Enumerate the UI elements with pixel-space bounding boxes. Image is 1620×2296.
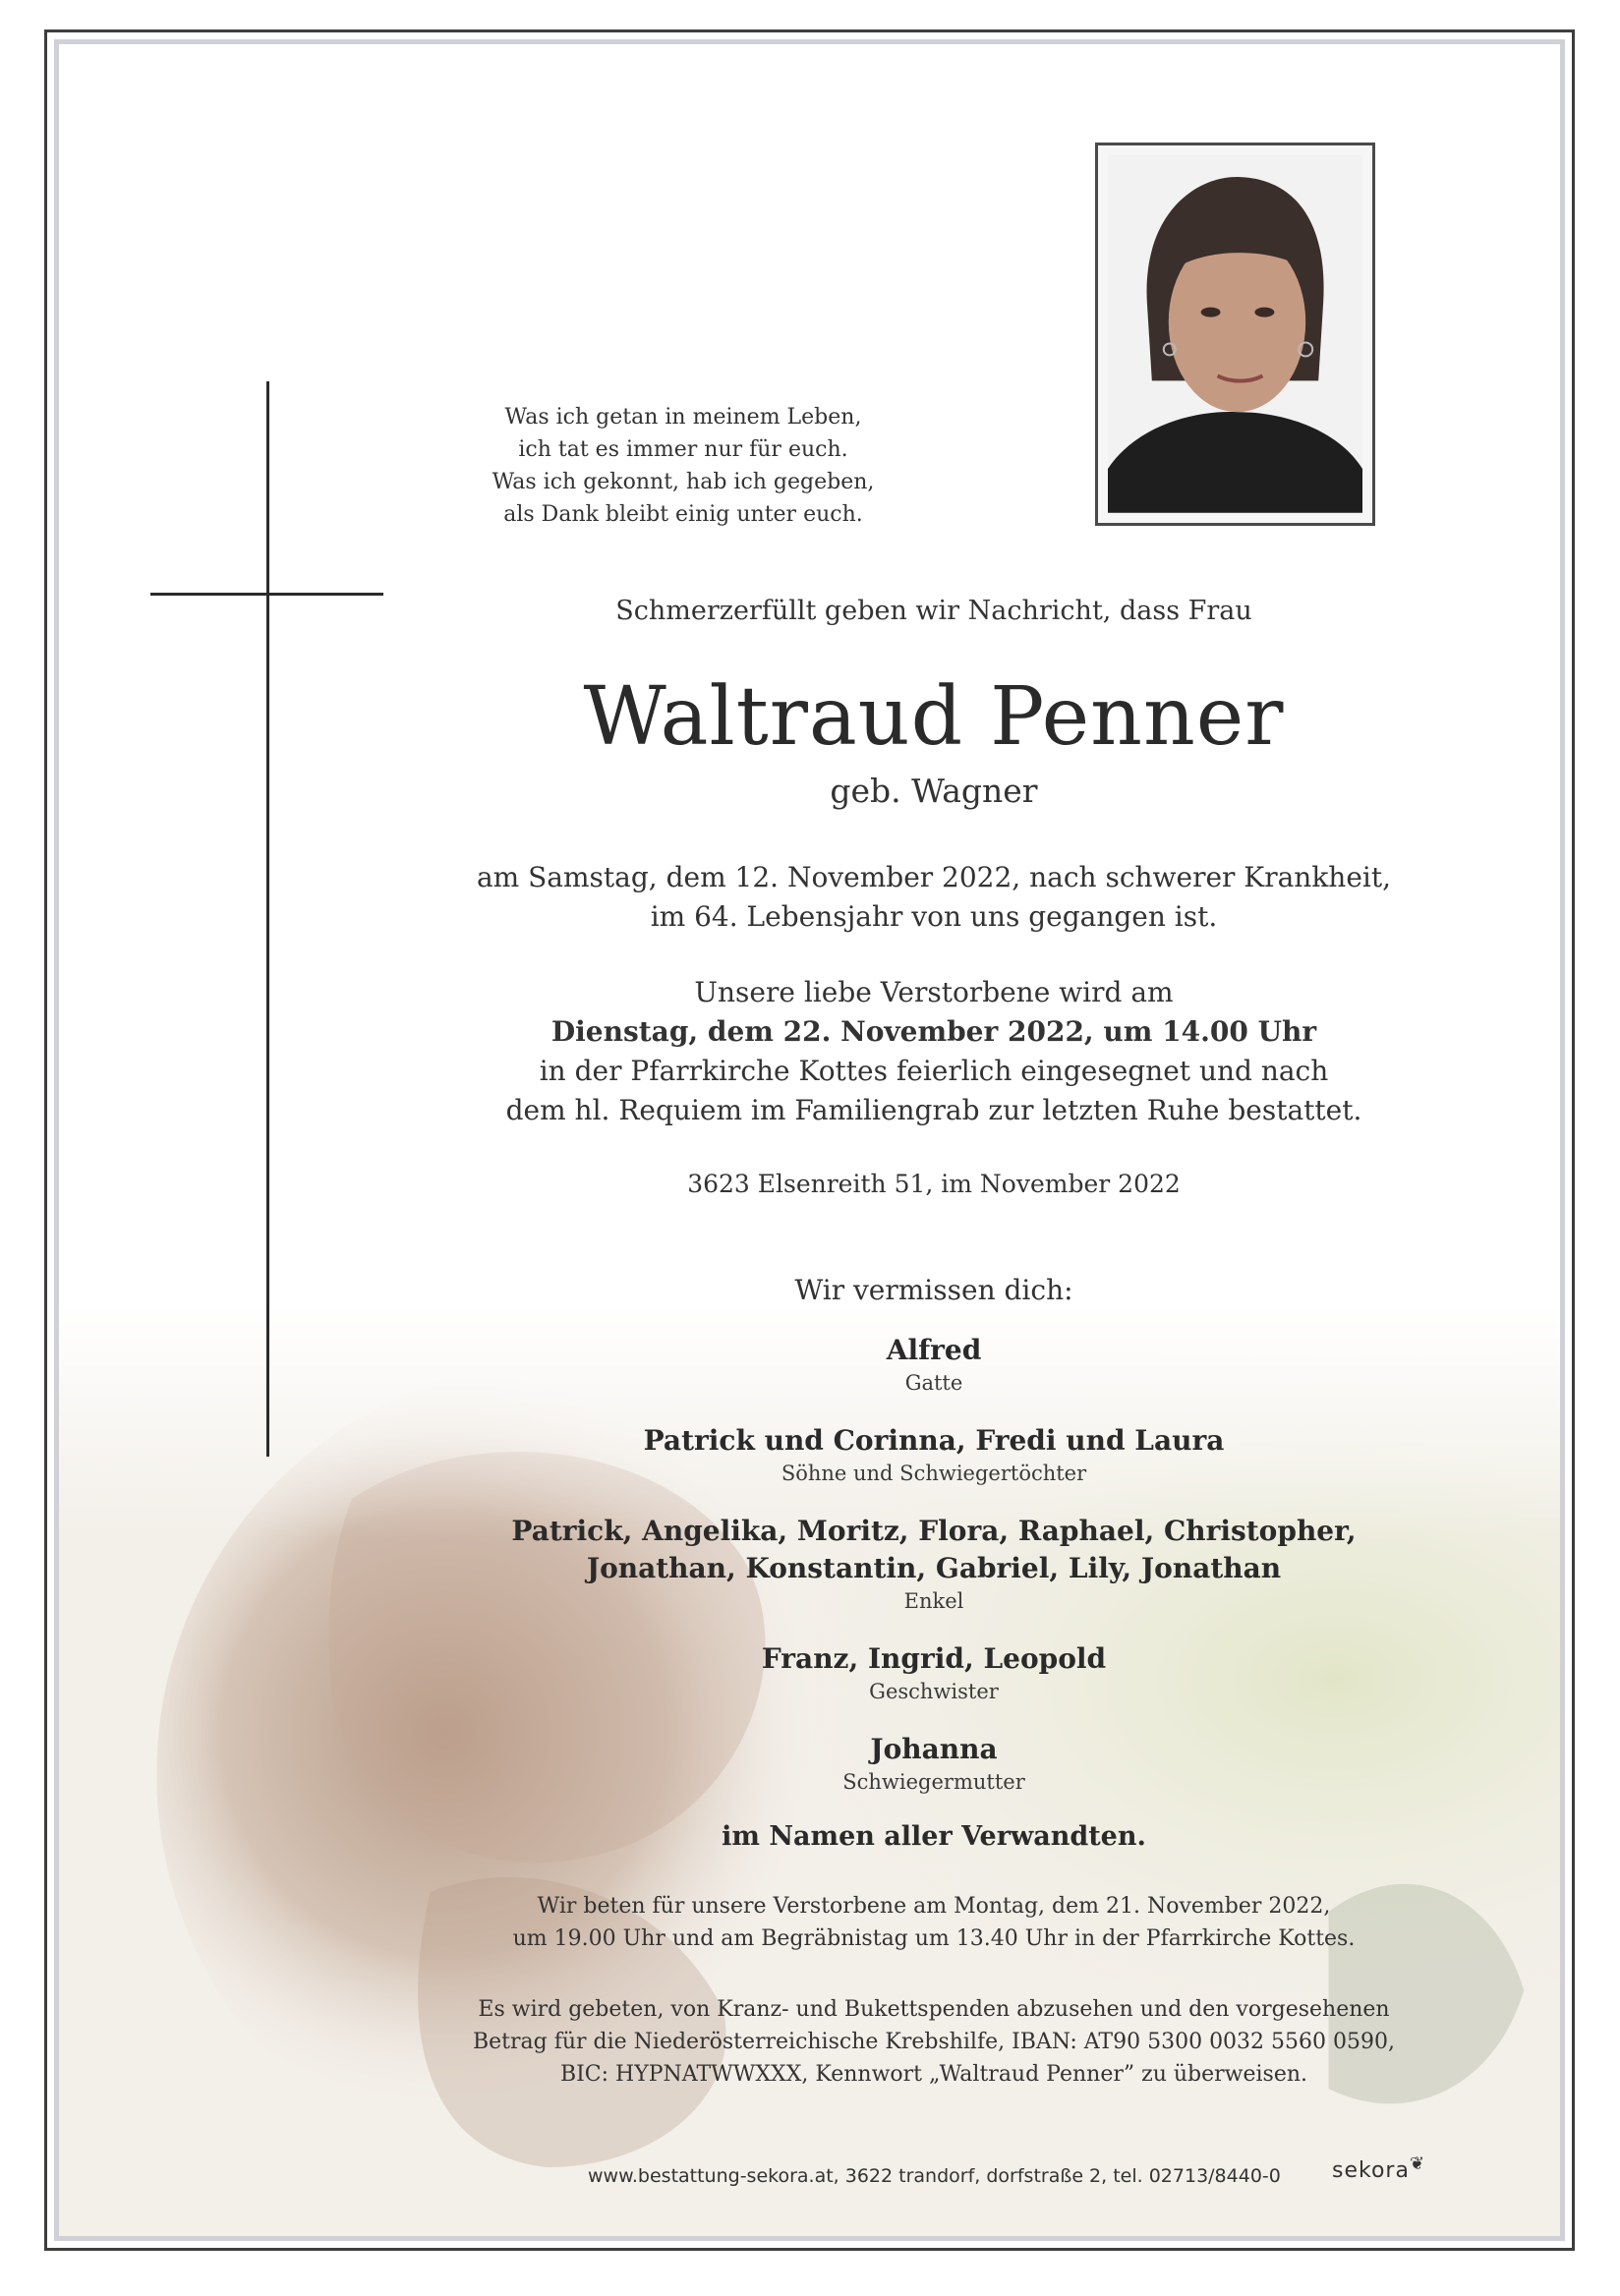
place-date: 3623 Elsenreith 51, im November 2022	[687, 1170, 1181, 1198]
deceased-name: Waltraud Penner	[583, 670, 1285, 764]
leaf-icon: ❦	[1409, 2153, 1426, 2174]
intro-text: Schmerzerfüllt geben wir Nachricht, dass Frau	[615, 596, 1252, 626]
mourner-group	[393, 1513, 1475, 1615]
funeral-date: Dienstag, dem 22. November 2022, um 14.00 Uhr	[550, 1015, 1317, 1048]
death-notice	[393, 858, 1475, 937]
donation-note-line: BIC: HYPNATWWXXX, Kennwort „Waltraud Penner” zu überweisen.	[559, 2062, 1308, 2087]
donation-note-line: Betrag für die Niederösterreichische Krebshilfe, IBAN: AT90 5300 0032 5560 0590,	[472, 2030, 1396, 2054]
poem-line: als Dank bleibt einig unter euch.	[503, 502, 863, 527]
death-notice-line: im 64. Lebensjahr von uns gegangen ist.	[650, 900, 1218, 933]
mourner-names: Patrick, Angelika, Moritz, Flora, Raphael, Christopher,	[511, 1515, 1357, 1547]
mourner-names: Franz, Ingrid, Leopold	[761, 1642, 1107, 1675]
prayer-note-line: um 19.00 Uhr und am Begräbnistag um 13.40 Uhr in der Pfarrkirche Kottes.	[512, 1926, 1356, 1951]
donation-note-line: Es wird gebeten, von Kranz- und Bukettspenden abzusehen und den vorgesehenen	[478, 1997, 1390, 2022]
cross-vertical-bar	[266, 381, 269, 1457]
poem-line: Was ich getan in meinem Leben,	[504, 405, 862, 430]
mourner-relation: Gatte	[904, 1371, 963, 1395]
mourner-relation: Geschwister	[869, 1680, 999, 1703]
funeral-line: in der Pfarrkirche Kottes feierlich eingesegnet und nach	[539, 1055, 1329, 1087]
prayer-note	[393, 1890, 1475, 1955]
mourners-list	[393, 1332, 1475, 1852]
sekora-logo	[1332, 2153, 1426, 2183]
funeral-line: dem hl. Requiem im Familiengrab zur letzten Ruhe bestattet.	[505, 1094, 1362, 1126]
mourner-relation: Schwiegermutter	[842, 1770, 1025, 1794]
portrait-photo	[1095, 143, 1375, 526]
cross-horizontal-bar	[150, 593, 383, 596]
footer-contact: www.bestattung-sekora.at, 3622 trandorf, dorfstraße 2, tel. 02713/8440-0	[588, 2165, 1281, 2187]
mourner-names: Jonathan, Konstantin, Gabriel, Lily, Jonathan	[586, 1552, 1282, 1584]
death-notice-line: am Samstag, dem 12. November 2022, nach schwerer Krankheit,	[476, 861, 1392, 893]
mourner-group	[393, 1332, 1475, 1397]
poem-line: Was ich gekonnt, hab ich gegeben,	[492, 470, 875, 494]
mourner-names: Johanna	[870, 1733, 998, 1765]
funeral-notice	[393, 973, 1475, 1130]
poem	[452, 401, 914, 531]
birth-name: geb. Wagner	[830, 772, 1038, 810]
prayer-note-line: Wir beten für unsere Verstorbene am Montag, dem 21. November 2022,	[537, 1894, 1331, 1919]
miss-heading: Wir vermissen dich:	[794, 1274, 1073, 1306]
donation-note	[393, 1993, 1475, 2091]
mourner-group	[393, 1640, 1475, 1705]
mourner-relation: Enkel	[903, 1589, 964, 1613]
mourner-names: Alfred	[886, 1334, 982, 1366]
funeral-line: Unsere liebe Verstorbene wird am	[694, 976, 1174, 1008]
poem-line: ich tat es immer nur für euch.	[518, 437, 848, 462]
mourner-group	[393, 1422, 1475, 1487]
mourner-relation: Söhne und Schwiegertöchter	[781, 1462, 1087, 1485]
mourner-names: Patrick und Corinna, Fredi und Laura	[643, 1424, 1225, 1457]
mourner-group	[393, 1731, 1475, 1796]
portrait-image	[1108, 155, 1362, 513]
logo-text: sekora	[1332, 2158, 1410, 2183]
all-relatives: im Namen aller Verwandten.	[722, 1821, 1146, 1852]
